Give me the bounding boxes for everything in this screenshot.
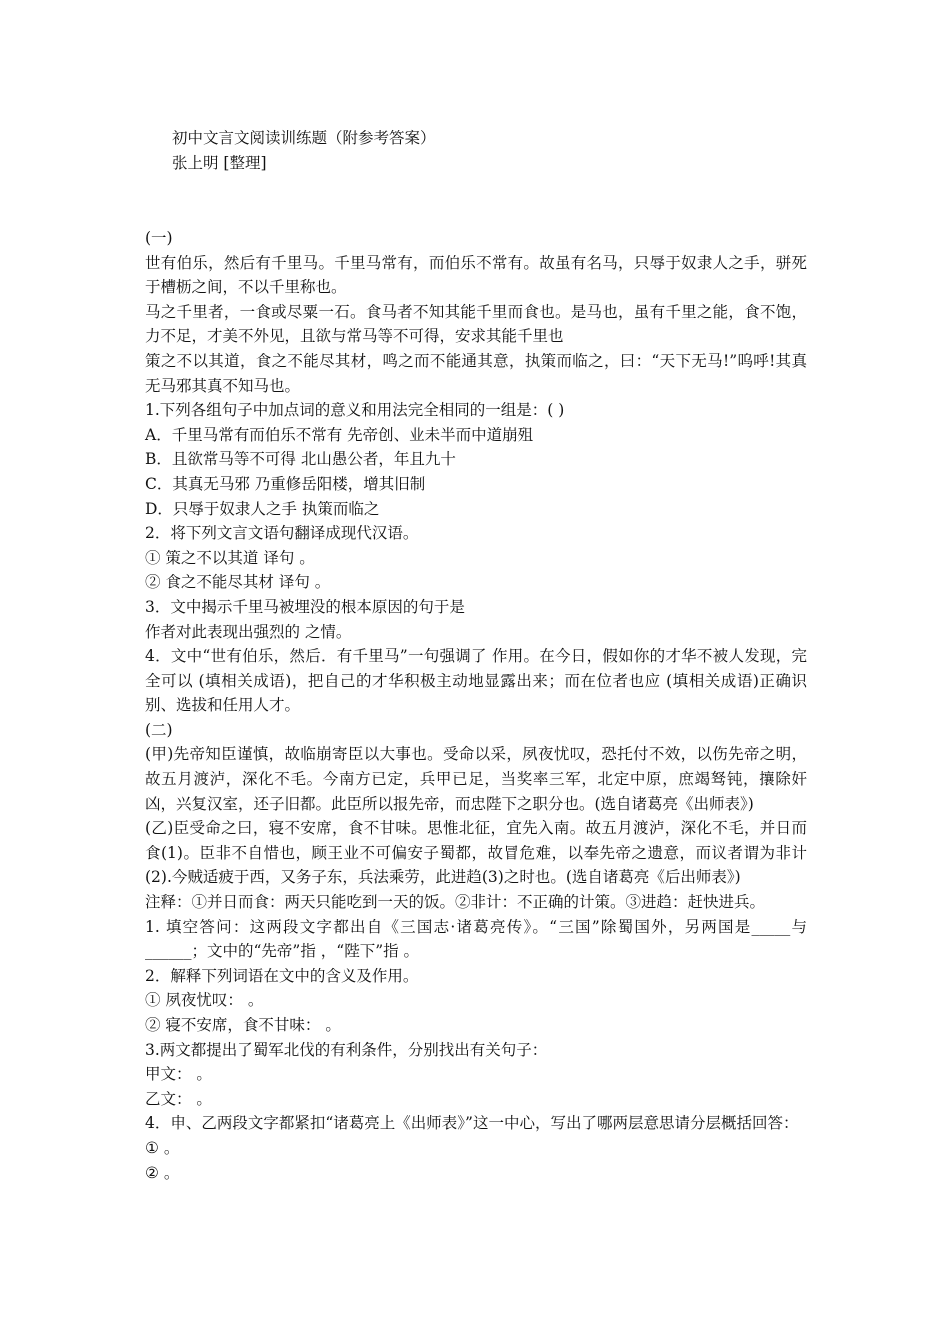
section-1-question-1: 1.下列各组句子中加点词的意义和用法完全相同的一组是：( )	[145, 401, 565, 420]
section-2-question-1: 1. 填空答问：这两段文字都出自《三国志·诸葛亮传》。“三国”除蜀国外，另两国是_____与______；文中的“先帝”指 ，“陛下”指 。	[145, 917, 807, 961]
section-2-question-4-item-1: ① 。	[145, 1138, 180, 1157]
document-header	[172, 126, 872, 176]
section-2-question-4: 4．申、乙两段文字都紧扣“诸葛亮上《出师表》”这一中心，写出了哪两层意思请分层概括回答：	[145, 1114, 799, 1133]
section-1-question-2: 2．将下列文言文语句翻译成现代汉语。	[145, 524, 419, 543]
document-title: 初中文言文阅读训练题（附参考答案）	[172, 129, 436, 147]
section-1-question-3: 3．文中揭示千里马被埋没的根本原因的句于是	[145, 597, 465, 616]
section-1-question-2-item-2: ② 食之不能尽其材 译句 。	[145, 573, 331, 592]
section-1-question-2-item-1: ① 策之不以其道 译句 。	[145, 548, 315, 567]
section-2-question-2-item-1: ① 夙夜忧叹： 。	[145, 991, 264, 1010]
section-1-heading: (一)	[145, 229, 173, 247]
section-1-question-4: 4．文中“世有伯乐，然后．有千里马”一句强调了 作用。在今日，假如你的才华不被人发现，完全可以 (填相关成语)，把自己的才华积极主动地显露出来；而在位者也应 (填相关成语)正确识别、选拔和任用人才。	[145, 647, 807, 715]
section-1-passage-para-3: 策之不以其道，食之不能尽其材，鸣之而不能通其意，执策而临之，曰：“天下无马!”呜呼!其真无马邪其真不知马也。	[145, 351, 807, 395]
section-2-passage-jia: (甲)先帝知臣谨慎，故临崩寄臣以大事也。受命以采，夙夜忧叹，恐托付不效，以伤先帝之明，故五月渡泸，深化不毛。今南方已定，兵甲已足，当奖率三军，北定中原，庶竭驽钝，攘除奸凶，兴复汉室，还子旧都。此臣所以报先帝，而忠陛下之职分也。(选自诸葛亮《出师表》)	[145, 745, 807, 813]
document-body	[145, 226, 807, 1185]
section-2-question-3-yi: 乙文： 。	[145, 1089, 212, 1108]
section-2-question-3-jia: 甲文： 。	[145, 1065, 212, 1084]
section-1-question-1-option-b: B．且欲常马等不可得 北山愚公者，年且九十	[145, 450, 456, 469]
section-1-question-1-option-a: A．千里马常有而伯乐不常有 先帝创、业未半而中道崩殂	[145, 425, 534, 444]
section-1-passage-para-2: 马之千里者，一食或尽粟一石。食马者不知其能千里而食也。是马也，虽有千里之能，食不饱，力不足，才美不外见，且欲与常马等不可得，安求其能千里也	[145, 302, 807, 346]
section-2-question-2: 2．解释下列词语在文中的含义及作用。	[145, 966, 419, 985]
section-1-question-1-option-c: C．其真无马邪 乃重修岳阳楼，增其旧制	[145, 474, 426, 493]
document-author: 张上明 [整理]	[172, 154, 267, 172]
section-1-question-1-option-d: D．只辱于奴隶人之手 执策而临之	[145, 499, 380, 518]
section-1-question-3-followup: 作者对此表现出强烈的 之情。	[145, 622, 352, 641]
section-2-annotation: 注释：①并日而食：两天只能吃到一天的饭。②非计：不正确的计策。③进趋：赶快进兵。	[145, 893, 766, 912]
section-2-question-2-item-2: ② 寝不安席，食不甘味： 。	[145, 1016, 341, 1034]
section-2-question-3: 3.两文都提出了蜀军北伐的有利条件，分别找出有关句子：	[145, 1040, 548, 1059]
section-2-passage-yi: (乙)臣受命之曰，寝不安席，食不甘味。思惟北征，宜先入南。故五月渡泸，深化不毛，并日而食(1)。臣非不自惜也，顾王业不可偏安子蜀都，故冒危难，以奉先帝之遗意，而议者谓为非计(2).今贼适疲于西，又务子东，兵法乘劳，此进趋(3)之时也。(选自诸葛亮《后出师表》)	[145, 819, 807, 887]
section-1-passage-para-1: 世有伯乐，然后有千里马。千里马常有，而伯乐不常有。故虽有名马，只辱于奴隶人之手，骈死于槽枥之间，不以千里称也。	[145, 253, 807, 297]
section-2-question-4-item-2: ② 。	[145, 1163, 180, 1182]
section-2-heading: (二)	[145, 720, 173, 739]
